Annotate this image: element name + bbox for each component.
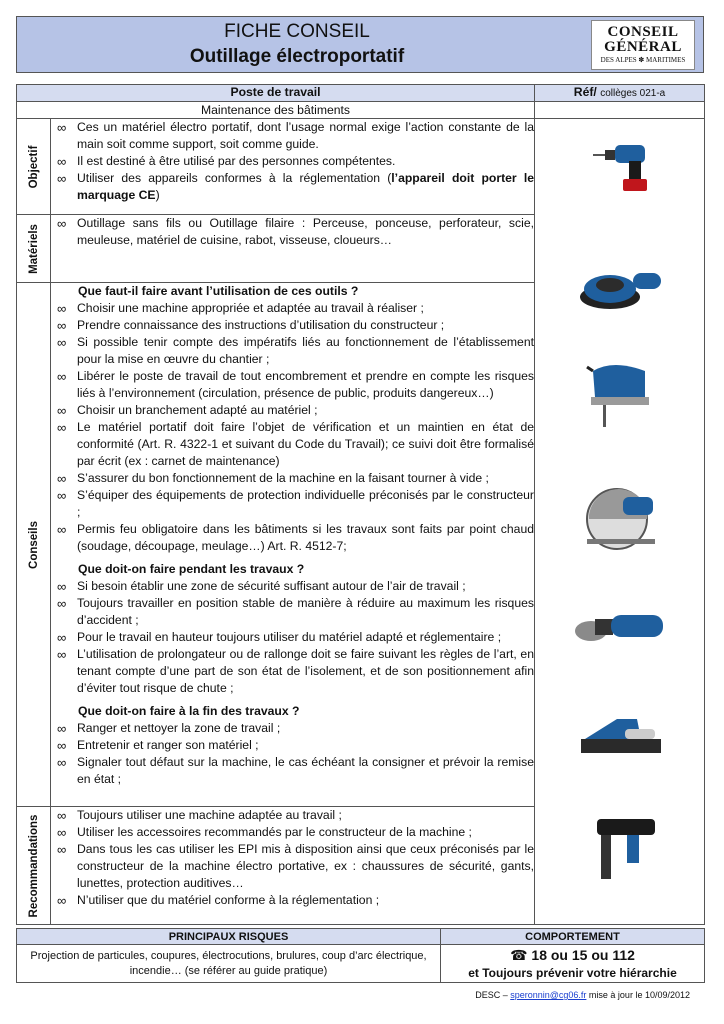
objectif-content (51, 119, 535, 215)
conseils-question-pendant: Que doit-on faire pendant les travaux ? (78, 562, 305, 576)
page-subtitle: Outillage électroportatif (189, 46, 405, 67)
recommandations-content (51, 807, 535, 925)
footer-suffix: mise à jour le 10/09/2012 (586, 990, 690, 1000)
materiels-label: Matériels (27, 223, 40, 274)
recommandations-item: ∞ Dans tous les cas utiliser les EPI mis à disposition ainsi que ceux préconisés par le constructeur de la machine électro portative, ex : chaussures de sécurité, gants, lunettes, protection auditives… (51, 841, 534, 892)
main-table (16, 84, 705, 925)
objectif-item3-bold: l’appareil doit porter le marquage CE (77, 171, 534, 202)
conseils-item: ∞ Entretenir et ranger son matériel ; (51, 737, 534, 754)
conseils-item: ∞ Pour le travail en hauteur toujours utiliser du matériel adapté et réglementaire ; (51, 629, 534, 646)
recommandations-item: ∞ N’utiliser que du matériel conforme à la réglementation ; (51, 892, 534, 909)
objectif-item3-pre: Utiliser des appareils conformes à la réglementation ( (77, 171, 392, 185)
recommandations-label: Recommandations (27, 814, 40, 917)
conseils-item: ∞ L’utilisation de prolongateur ou de rallonge doit se faire suivant les règles de l’art, en tenant compte d’une part de son état de l’isolement, et de son positionnement afin d’éviter tout risque de chute ; (51, 646, 534, 697)
objectif-item (51, 170, 534, 204)
footer-prefix: DESC – (475, 990, 511, 1000)
objectif-item: ∞ Il est destiné à être utilisé par des personnes compétentes. (51, 153, 534, 170)
materiels-content (51, 215, 535, 283)
comportement-cell (441, 945, 705, 983)
recommandations-label-cell (17, 807, 51, 925)
logo-line-3: DES ALPES ✽ MARITIMES (600, 56, 686, 64)
conseils-item: ∞ Libérer le poste de travail de tout encombrement et prendre en compte les risques liés à l’environnement (circulation, présence de public, produits dangereux…) (51, 368, 534, 402)
objectif-item: ∞ Ces un matériel électro portatif, dont l’usage normal exige l’action constante de la main soit comme support, soit comme guide. (51, 119, 534, 153)
recommandations-item: ∞ Utiliser les accessoires recommandés par le constructeur de la machine ; (51, 824, 534, 841)
conseils-item: ∞ Toujours travailler en position stable de manière à réduire au maximum les risques d’accident ; (51, 595, 534, 629)
footer-email-link[interactable]: speronnin@cg06.fr (510, 990, 587, 1000)
objectif-label: Objectif (27, 145, 40, 188)
conseil-general-logo (591, 20, 695, 70)
bottom-table (16, 928, 705, 983)
conseils-content (51, 283, 535, 807)
page-header (16, 16, 704, 73)
conseils-question-avant: Que faut-il faire avant l’utilisation de ces outils ? (78, 284, 359, 298)
poste-value: Maintenance des bâtiments (17, 102, 535, 119)
conseils-item: ∞ Signaler tout défaut sur la machine, le cas échéant la consigner et prévoir la remise en état ; (51, 754, 534, 788)
phone-icon: ☎ (510, 946, 528, 963)
materiels-label-cell (17, 215, 51, 283)
conseils-item: ∞ S’équiper des équipements de protection individuelle préconisés par le constructeur ; (51, 487, 534, 521)
circular-saw-icon (583, 479, 663, 555)
jigsaw-icon (583, 359, 663, 431)
footer (475, 990, 690, 1000)
conseils-item: ∞ Choisir un branchement adapté au matériel ; (51, 402, 534, 419)
phone-line (441, 946, 704, 965)
page-title: FICHE CONSEIL (224, 21, 370, 42)
nailer-icon (593, 813, 659, 883)
conseils-item: ∞ Si possible tenir compte des impératifs liés au fonctionnement de l’établissement pour la mise en œuvre du chantier ; (51, 334, 534, 368)
conseils-item: ∞ Prendre connaissance des instructions d’utilisation du constructeur ; (51, 317, 534, 334)
conseils-question-fin: Que doit-on faire à la fin des travaux ? (78, 704, 300, 718)
objectif-item3-post: ) (155, 188, 160, 202)
orbital-sander-icon (575, 259, 665, 315)
conseils-item: ∞ Le matériel portatif doit faire l’objet de vérification et un maintien en état de conformité (Art. R. 4322-1 et suivant du Code du Travail); ce suivi doit être formalisé par écrit (ex : carnet de maintenance) (51, 419, 534, 470)
conseils-item: ∞ Choisir une machine appropriée et adaptée au travail à réaliser ; (51, 300, 534, 317)
conseils-item: ∞ S’assurer du bon fonctionnement de la machine en la faisant tourner à vide ; (51, 470, 534, 487)
tools-images-column (535, 119, 705, 925)
conseils-label: Conseils (27, 520, 40, 569)
drill-icon (593, 135, 655, 193)
ref-header (535, 85, 705, 102)
risques-header: PRINCIPAUX RISQUES (17, 929, 441, 945)
materiels-item: ∞ Outillage sans fils ou Outillage filaire : Perceuse, ponceuse, perforateur, scie, meuleuse, matériel de cuisine, rabot, visseuse, cloueurs… (51, 215, 534, 249)
phone-numbers: 18 ou 15 ou 112 (531, 946, 635, 963)
ref-empty-cell (535, 102, 705, 119)
comportement-text: et Toujours prévenir votre hiérarchie (468, 965, 677, 980)
recommandations-item: ∞ Toujours utiliser une machine adaptée au travail ; (51, 807, 534, 824)
risques-text: Projection de particules, coupures, électrocutions, brulures, coup d’arc électrique, incendie… (se référer au guide pratique) (17, 945, 441, 983)
ref-label: Réf/ (573, 85, 597, 99)
logo-line-2: GÉNÉRAL (604, 39, 682, 55)
objectif-label-cell (17, 119, 51, 215)
conseils-item: ∞ Ranger et nettoyer la zone de travail ; (51, 720, 534, 737)
poste-header: Poste de travail (17, 85, 535, 102)
ref-value: collèges 021-a (600, 88, 666, 99)
conseils-item: ∞ Si besoin établir une zone de sécurité suffisant autour de l’air de travail ; (51, 578, 534, 595)
planer-icon (577, 709, 665, 761)
angle-grinder-icon (573, 603, 669, 651)
comportement-header: COMPORTEMENT (441, 929, 705, 945)
logo-line-1: CONSEIL (607, 24, 679, 40)
conseils-item: ∞ Permis feu obligatoire dans les bâtiments si les travaux sont faits par point chaud (soudage, découpage, meulage…) Art. R. 4512-7; (51, 521, 534, 555)
conseils-label-cell (17, 283, 51, 807)
